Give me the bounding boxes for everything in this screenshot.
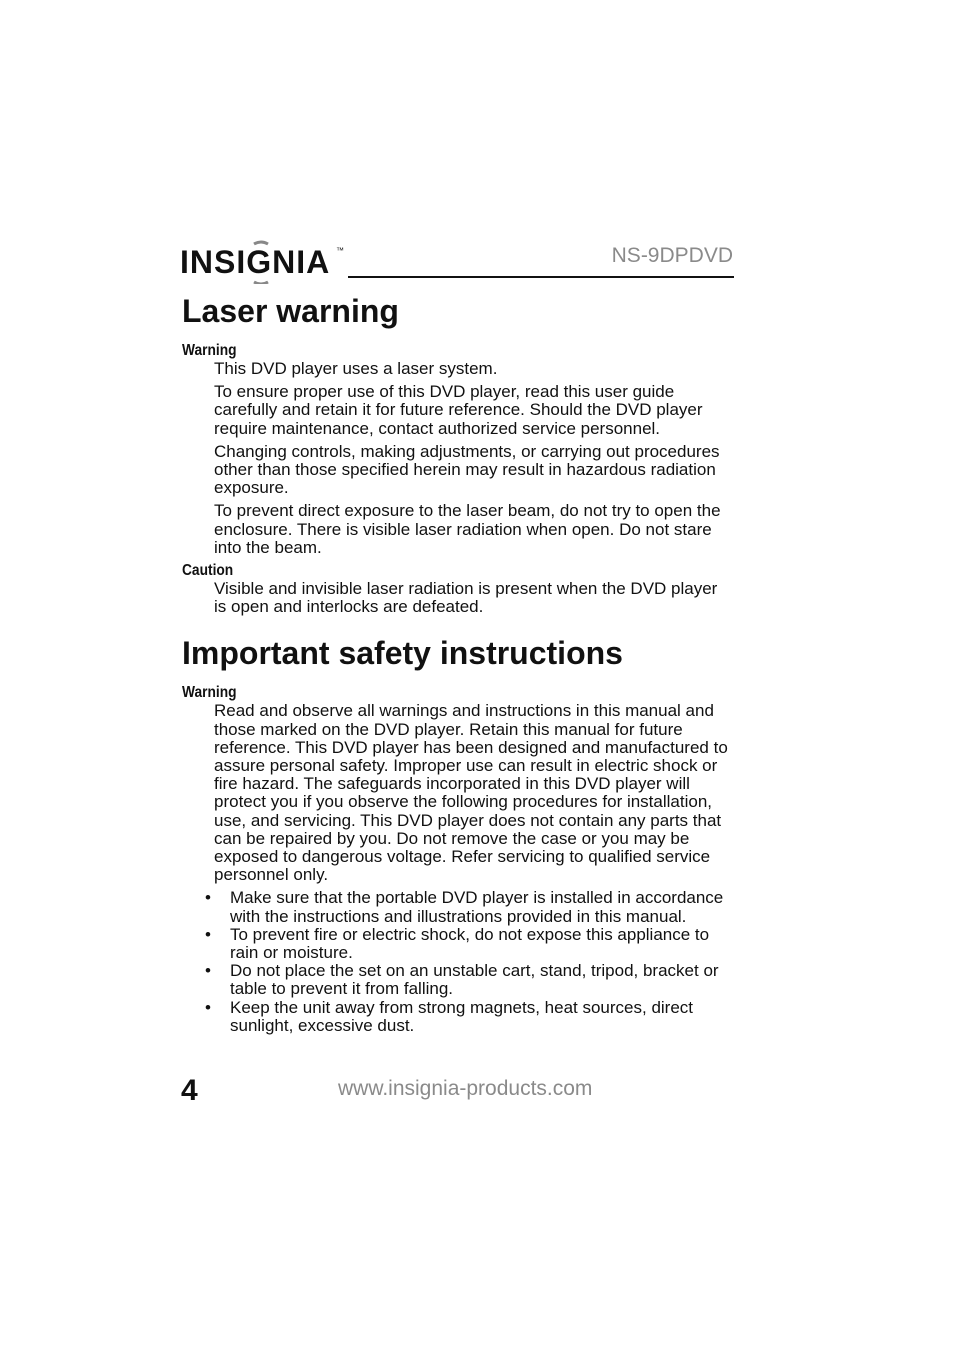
laser-warning-para: This DVD player uses a laser system. <box>214 359 498 378</box>
laser-caution-para: Visible and invisible laser radiation is present when the DVD player is open and interlocks are defeated. <box>214 579 718 617</box>
safety-warning-para: Read and observe all warnings and instructions in this manual and those marked on the DVD player. Retain this manual for future reference. This DVD player has been designed and manufactured to assure personal safety. Improper use can result in electric shock or fire hazard. The safeguards incorporated in this DVD player will protect you if you observe the following procedures for installation, use, and servicing. This DVD player does not contain any parts that can be repaired by you. Do not remove the case or you may be exposed to dangerous voltage. Refer servicing to qualified service personnel only. <box>214 701 728 885</box>
safety-warning-label: Warning <box>182 684 237 702</box>
model-number: NS-9DPDVD <box>611 244 733 267</box>
bullet-icon: • <box>205 924 211 944</box>
laser-warning-label: Warning <box>182 342 237 359</box>
list-item-text: Do not place the set on an unstable cart, stand, tripod, bracket or table to prevent it from falling. <box>230 961 719 999</box>
list-item-text: Make sure that the portable DVD player is installed in accordance with the instructions and illustrations provided in this manual. <box>230 888 724 926</box>
list-item <box>205 961 734 999</box>
footer-url[interactable]: www.insignia-products.com <box>338 1077 593 1100</box>
laser-warning-para: Changing controls, making adjustments, or carrying out procedures other than those specified herein may result in hazardous radiation exposure. <box>214 441 720 498</box>
brand-logo <box>180 240 350 284</box>
list-item <box>205 924 734 963</box>
list-item-text: To prevent fire or electric shock, do not expose this appliance to rain or moisture. <box>230 924 710 963</box>
safety-bullet-list <box>182 889 734 1035</box>
laser-caution-label: Caution <box>182 562 234 580</box>
laser-warning-title: Laser warning <box>182 293 399 329</box>
header-rule <box>348 276 734 278</box>
laser-warning-para: To ensure proper use of this DVD player, read this user guide carefully and retain it for future reference. Should the DVD player require maintenance, contact authorized service personnel. <box>214 382 703 438</box>
bullet-icon: • <box>205 888 211 908</box>
safety-instructions-title: Important safety instructions <box>182 635 623 672</box>
laser-warning-para: To prevent direct exposure to the laser beam, do not try to open the enclosure. There is visible laser radiation when open. Do not stare into the beam. <box>214 501 721 557</box>
page-number: 4 <box>181 1074 198 1107</box>
list-item-text: Keep the unit away from strong magnets, heat sources, direct sunlight, excessive dust. <box>230 997 694 1035</box>
list-item <box>205 997 734 1035</box>
page-content <box>182 292 734 1035</box>
bullet-icon: • <box>205 961 211 981</box>
trademark-mark: ™ <box>336 246 344 255</box>
list-item <box>205 888 734 926</box>
bullet-icon: • <box>205 997 211 1017</box>
brand-name: INSIGNIA <box>180 244 331 280</box>
